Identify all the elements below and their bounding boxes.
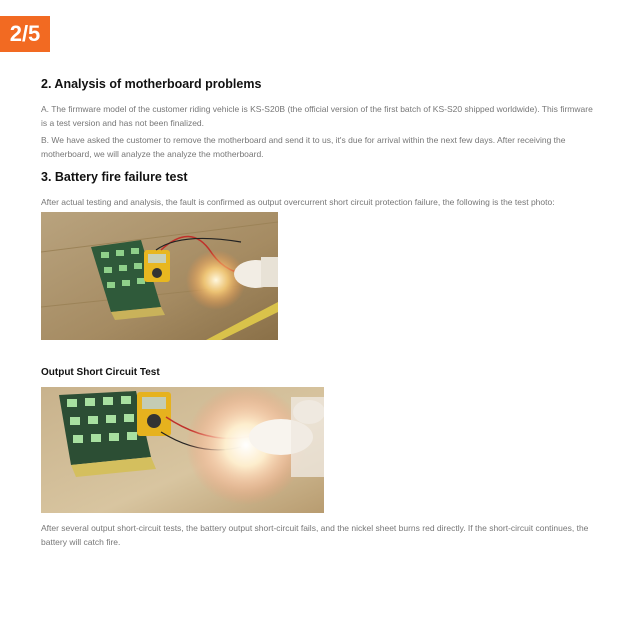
page-number-badge: 2/5 (0, 16, 50, 52)
section-3-conclusion: After several output short-circuit tests, the battery output short-circuit fails, and the nickel sheet burns red directly. If the short-circuit continues, the battery will catch fire. (41, 523, 589, 547)
section-3-intro: After actual testing and analysis, the fault is confirmed as output overcurrent short circuit protection failure, the following is the test photo: (41, 197, 555, 207)
section-3-heading: 3. Battery fire failure test (41, 170, 188, 184)
section-2-heading: 2. Analysis of motherboard problems (41, 77, 262, 91)
photo-caption: Output Short Circuit Test (41, 367, 160, 378)
battery-test-photo-1 (41, 212, 278, 340)
battery-test-photo-2 (41, 387, 324, 513)
section-2-paragraph-a: A. The firmware model of the customer riding vehicle is KS-S20B (the official version of the first batch of KS-S20 shipped worldwide). This firmware is a test version and has not been finalized. (41, 104, 593, 128)
section-2-paragraph-b: B. We have asked the customer to remove the motherboard and send it to us, it's due for arrival within the next few days. After receiving the motherboard, we will analyze the analyze the motherboard. (41, 135, 566, 159)
